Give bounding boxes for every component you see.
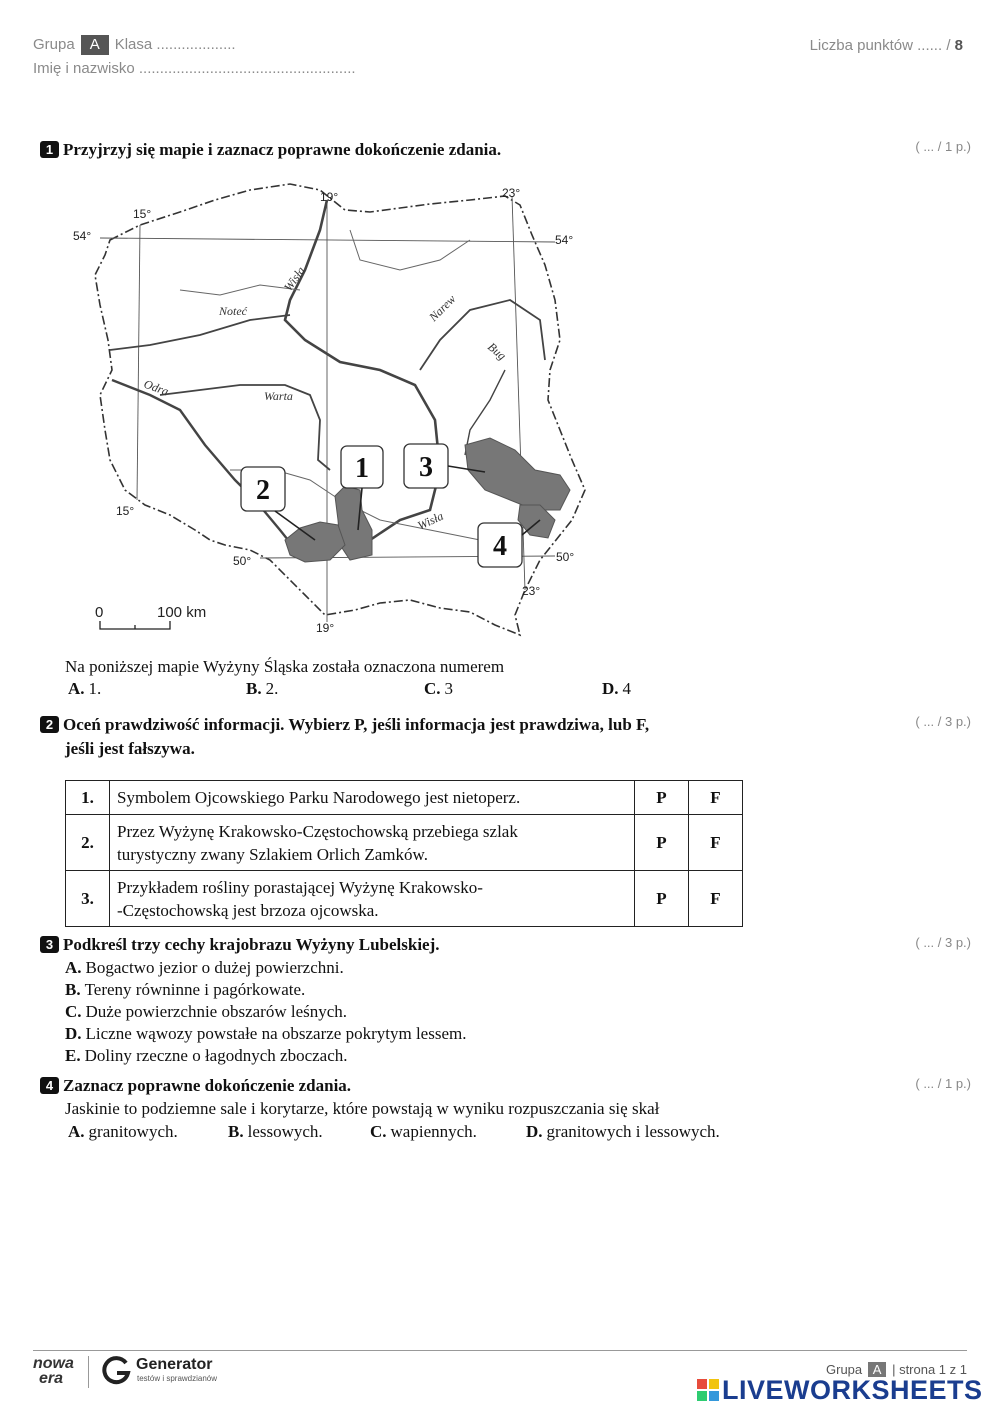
q2-points: ( ... / 3 p.) xyxy=(915,714,971,729)
footer-divider xyxy=(33,1350,967,1351)
river-warta: Warta xyxy=(264,389,293,403)
logo-divider xyxy=(88,1356,89,1388)
q4-option-a[interactable]: A. granitowych. xyxy=(68,1122,178,1141)
map-label-1: 1 xyxy=(355,453,369,484)
river-bug: Bug xyxy=(485,339,509,363)
grupa-badge: A xyxy=(81,35,109,55)
q4-heading xyxy=(40,1076,351,1096)
name-field[interactable]: Imię i nazwisko .................................................... xyxy=(33,60,356,77)
table-row xyxy=(66,781,743,815)
q3-option-b[interactable]: B. Tereny równinne i pagórkowate. xyxy=(65,980,306,999)
q4-number: 4 xyxy=(40,1077,59,1094)
q2-number: 2 xyxy=(40,716,59,733)
map-label-4: 4 xyxy=(493,531,507,562)
q3-title: Podkreśl trzy cechy krajobrazu Wyżyny Lubelskiej. xyxy=(63,935,440,954)
q1-points: ( ... / 1 p.) xyxy=(915,139,971,154)
q1-option-c[interactable]: C. 3 xyxy=(424,679,454,698)
row-number: 1. xyxy=(66,781,110,815)
river-notec: Noteć xyxy=(219,304,247,318)
lat-54-right: 54° xyxy=(555,233,574,247)
q2-title-line2: jeśli jest fałszywa. xyxy=(65,739,195,758)
q3-heading xyxy=(40,935,440,955)
scale-0: 0 xyxy=(95,604,104,621)
liveworksheets-logo-icon xyxy=(697,1379,719,1401)
lat-50-right: 50° xyxy=(556,550,575,564)
footer-page-info: Grupa A | strona 1 z 1 xyxy=(826,1362,967,1377)
q1-option-b[interactable]: B. 2. xyxy=(246,679,279,698)
points-total: 8 xyxy=(954,37,963,54)
generator-subtitle: testów i sprawdzianów xyxy=(137,1374,218,1383)
map-label-2: 2 xyxy=(256,475,270,506)
poland-map xyxy=(60,170,620,655)
row-number: 2. xyxy=(66,815,110,871)
table-row xyxy=(66,815,743,871)
scale-bar xyxy=(100,621,170,629)
q3-option-a[interactable]: A. Bogactwo jezior o dużej powierzchni. xyxy=(65,958,344,977)
lon-19-top: 19° xyxy=(320,190,339,204)
q1-title: Przyjrzyj się mapie i zaznacz poprawne dokończenie zdania. xyxy=(63,140,502,159)
false-option[interactable]: F xyxy=(689,815,743,871)
q4-option-b[interactable]: B. lessowych. xyxy=(228,1122,323,1141)
lon-23-top: 23° xyxy=(502,186,521,200)
liveworksheets-watermark[interactable]: LIVEWORKSHEETS xyxy=(722,1375,983,1405)
q1-question: Na poniższej mapie Wyżyny Śląska została oznaczona numerem xyxy=(65,657,505,676)
points-label: Liczba punktów ...... / xyxy=(809,37,951,54)
footer-grupa-badge: A xyxy=(868,1362,887,1377)
q1-heading xyxy=(40,140,501,160)
row-number: 3. xyxy=(66,871,110,927)
q2-title-line1: Oceń prawdziwość informacji. Wybierz P, jeśli informacja jest prawdziwa, lub F, xyxy=(63,715,650,734)
lat-50-left: 50° xyxy=(233,554,252,568)
river-narew: Narew xyxy=(426,291,459,325)
false-option[interactable]: F xyxy=(689,871,743,927)
q4-option-c[interactable]: C. wapiennych. xyxy=(370,1122,477,1141)
points-counter xyxy=(810,37,963,54)
nowa-era-logo: nowa era xyxy=(33,1355,74,1387)
klasa-field[interactable]: Klasa ................... xyxy=(114,36,236,53)
q3-number: 3 xyxy=(40,936,59,953)
generator-title: Generator xyxy=(136,1356,213,1373)
map-label-3: 3 xyxy=(419,452,433,483)
region-2 xyxy=(285,522,345,562)
river-odra: Odra xyxy=(141,376,171,399)
q1-option-a[interactable]: A. 1. xyxy=(68,679,102,698)
region-3 xyxy=(465,438,570,510)
q4-points: ( ... / 1 p.) xyxy=(915,1076,971,1091)
map-label-4-box xyxy=(478,520,540,567)
scale-100-km: 100 km xyxy=(157,604,207,621)
q4-title: Zaznacz poprawne dokończenie zdania. xyxy=(63,1076,352,1095)
q2-heading xyxy=(40,713,649,761)
true-option[interactable]: P xyxy=(635,781,689,815)
row-statement: Przez Wyżynę Krakowsko-Częstochowską przebiega szlak turystyczny zwany Szlakiem Orlich Zamków. xyxy=(110,815,635,871)
q1-option-d[interactable]: D. 4 xyxy=(602,679,632,698)
lon-19-bottom: 19° xyxy=(316,621,335,635)
lat-54-left: 54° xyxy=(73,229,92,243)
lon-15-bottom: 15° xyxy=(116,504,135,518)
false-option[interactable]: F xyxy=(689,781,743,815)
true-option[interactable]: P xyxy=(635,871,689,927)
q3-option-e[interactable]: E. Doliny rzeczne o łagodnych zboczach. xyxy=(65,1046,348,1065)
row-statement: Symbolem Ojcowskiego Parku Narodowego jest nietoperz. xyxy=(110,781,635,815)
header-group-line xyxy=(33,35,236,55)
lon-23-bottom: 23° xyxy=(522,584,541,598)
river-wisla-south: Wisła xyxy=(415,508,446,533)
q3-option-d[interactable]: D. Liczne wąwozy powstałe na obszarze pokrytym lessem. xyxy=(65,1024,467,1043)
river-wisla-north: Wisła xyxy=(280,263,308,294)
generator-g-icon xyxy=(100,1355,132,1387)
q3-option-c[interactable]: C. Duże powierzchnie obszarów leśnych. xyxy=(65,1002,348,1021)
q1-number: 1 xyxy=(40,141,59,158)
q2-table xyxy=(65,780,743,927)
lon-15-top: 15° xyxy=(133,207,152,221)
table-row xyxy=(66,871,743,927)
q4-question: Jaskinie to podziemne sale i korytarze, które powstają w wyniku rozpuszczania się skał xyxy=(65,1099,660,1118)
true-option[interactable]: P xyxy=(635,815,689,871)
row-statement: Przykładem rośliny porastającej Wyżynę Krakowsko- -Częstochowską jest brzoza ojcowska. xyxy=(110,871,635,927)
q3-points: ( ... / 3 p.) xyxy=(915,935,971,950)
grupa-label: Grupa xyxy=(33,36,75,53)
q4-option-d[interactable]: D. granitowych i lessowych. xyxy=(526,1122,720,1141)
